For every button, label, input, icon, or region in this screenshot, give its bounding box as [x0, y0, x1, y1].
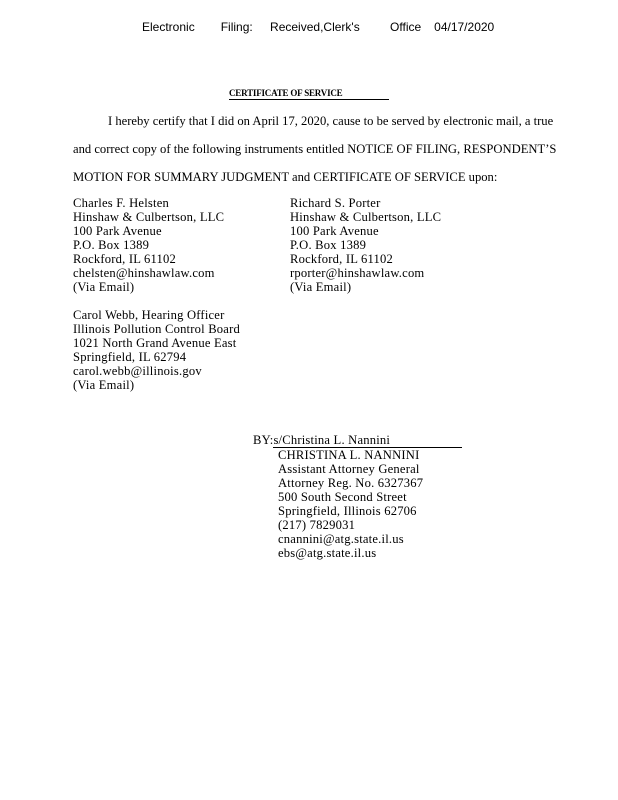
- certification-line-3: MOTION FOR SUMMARY JUDGMENT and CERTIFICATE OF SERVICE upon:: [73, 170, 498, 184]
- recipient-city: Rockford, IL 61102: [290, 252, 394, 266]
- recipient-street: 1021 North Grand Avenue East: [73, 336, 237, 350]
- recipient-address-block: [73, 308, 240, 392]
- recipient-street: 100 Park Avenue: [290, 224, 379, 238]
- signer-email: cnannini@atg.state.il.us: [278, 532, 404, 546]
- signer-name: CHRISTINA L. NANNINI: [278, 448, 420, 462]
- recipient-email: rporter@hinshawlaw.com: [290, 266, 425, 280]
- signer-registration: Attorney Reg. No. 6327367: [278, 476, 424, 490]
- certification-line-1: I hereby certify that I did on April 17, 2020, cause to be served by electronic mail, a true: [108, 114, 554, 128]
- signer-email-secondary: ebs@atg.state.il.us: [278, 546, 377, 560]
- signer-street: 500 South Second Street: [278, 490, 407, 504]
- document-title: CERTIFICATE OF SERVICE: [229, 88, 389, 100]
- recipient-address-block: [73, 196, 224, 294]
- signature-block: [253, 433, 462, 560]
- recipient-name: Carol Webb, Hearing Officer: [73, 308, 225, 322]
- recipient-firm: Hinshaw & Culbertson, LLC: [73, 210, 225, 224]
- recipient-method: (Via Email): [73, 378, 135, 392]
- certification-line-2: and correct copy of the following instruments entitled NOTICE OF FILING, RESPONDENT’S: [73, 142, 557, 156]
- recipient-city: Springfield, IL 62794: [73, 350, 187, 364]
- signature-line: [253, 433, 462, 448]
- recipient-city: Rockford, IL 61102: [73, 252, 177, 266]
- recipient-firm: Illinois Pollution Control Board: [73, 322, 240, 336]
- electronic-signature: s/Christina L. Nannini: [273, 434, 462, 448]
- recipient-method: (Via Email): [290, 280, 352, 294]
- signer-phone: (217) 7829031: [278, 518, 356, 532]
- signer-city: Springfield, Illinois 62706: [278, 504, 417, 518]
- recipient-firm: Hinshaw & Culbertson, LLC: [290, 210, 442, 224]
- recipient-address-block: [290, 196, 441, 294]
- signer-title: Assistant Attorney General: [278, 462, 420, 476]
- recipient-email: chelsten@hinshawlaw.com: [73, 266, 215, 280]
- recipient-name: Charles F. Helsten: [73, 196, 169, 210]
- recipient-street: 100 Park Avenue: [73, 224, 162, 238]
- recipient-pobox: P.O. Box 1389: [73, 238, 150, 252]
- recipient-pobox: P.O. Box 1389: [290, 238, 367, 252]
- recipient-method: (Via Email): [73, 280, 135, 294]
- filing-stamp-header: Electronic Filing: Received,Clerk's Office 04/17/2020: [142, 20, 495, 34]
- recipient-name: Richard S. Porter: [290, 196, 381, 210]
- recipient-email: carol.webb@illinois.gov: [73, 364, 202, 378]
- signature-by-label: BY:: [253, 433, 274, 447]
